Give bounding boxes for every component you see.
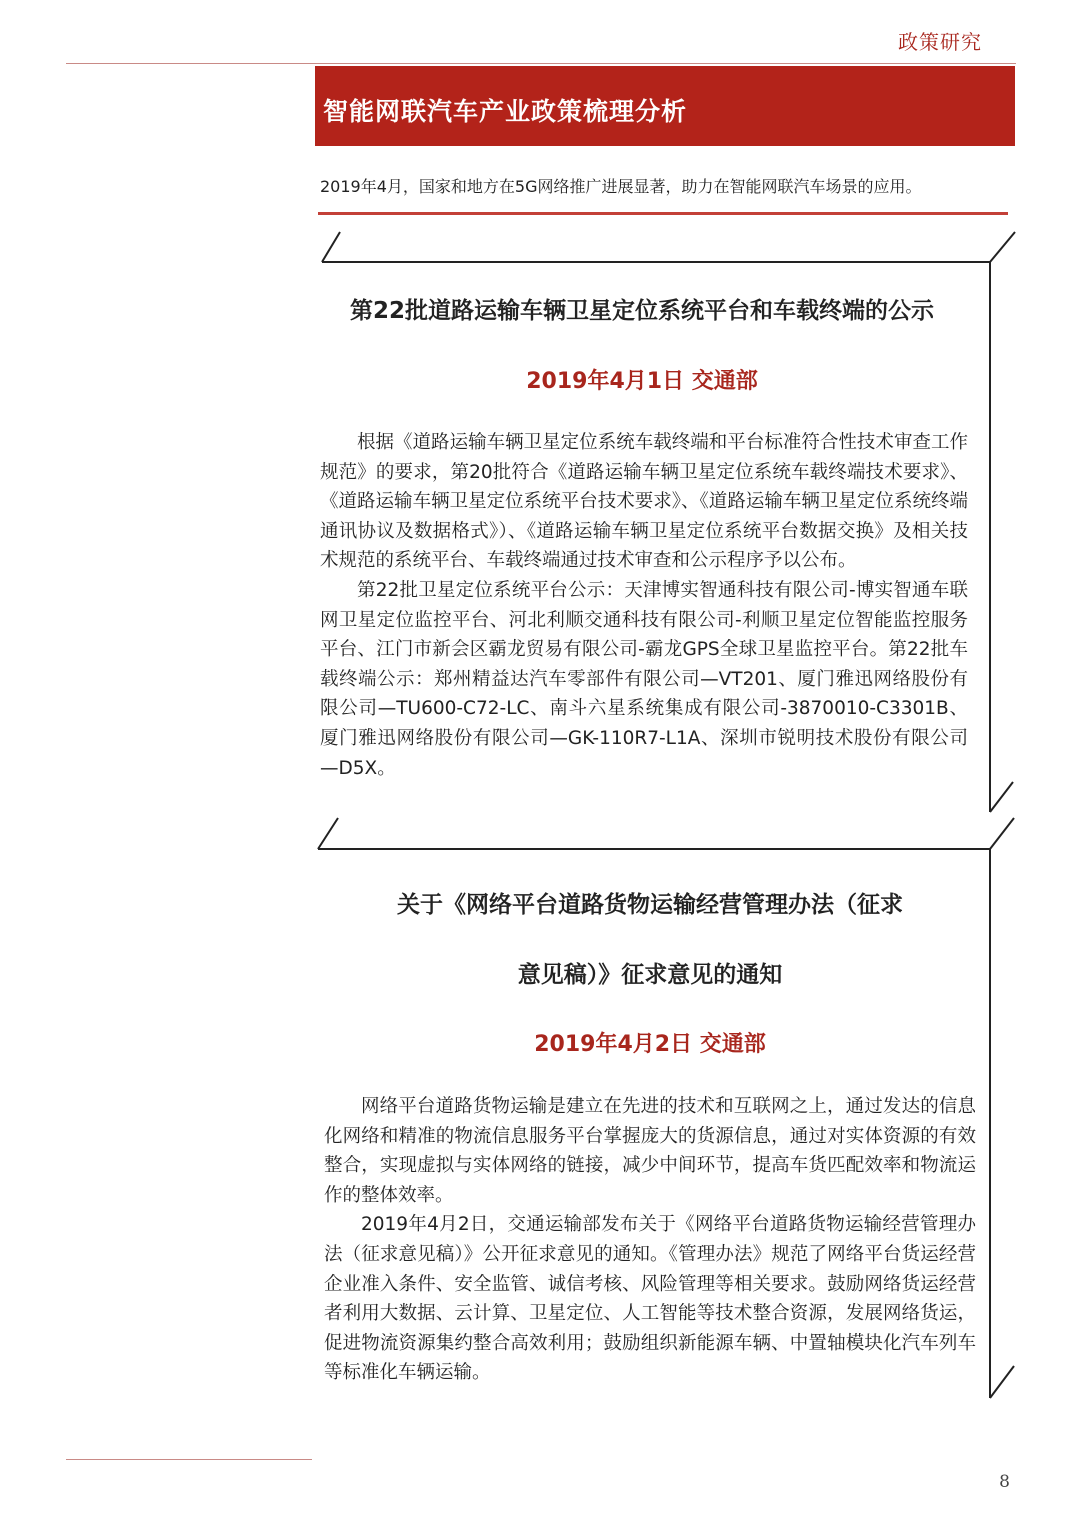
article-2-body: [324, 1092, 976, 1388]
article-1-paragraph: 根据《道路运输车辆卫星定位系统车载终端和平台标准符合性技术审查工作规范》的要求，第20批符合《道路运输车辆卫星定位系统车载终端技术要求》、《道路运输车辆卫星定位系统平台技术要求》、《道路运输车辆卫星定位系统终端通讯协议及数据格式》）、《道路运输车辆卫星定位系统平台数据交换》及相关技术规范的系统平台、车载终端通过技术审查和公示程序予以公布。: [320, 432, 968, 572]
article-1-title: 第22批道路运输车辆卫星定位系统平台和车载终端的公示: [349, 298, 934, 324]
article-2-title-line-2: 意见稿）》征求意见的通知: [517, 962, 783, 988]
page-number: 8: [999, 1472, 1010, 1492]
article-1-body: [320, 428, 968, 783]
article-2-paragraph: 2019年4月2日，交通运输部发布关于《网络平台道路货物运输经营管理办法（征求意见稿）》公开征求意见的通知。《管理办法》规范了网络平台货运经营企业准入条件、安全监管、诚信考核、风险管理等相关要求。鼓励网络货运经营者利用大数据、云计算、卫星定位、人工智能等技术整合资源，发展网络货运，促进物流资源集约整合高效利用；鼓励组织新能源车辆、中置轴模块化汽车列车等标准化车辆运输。: [324, 1214, 976, 1384]
frame-1-top-right-slash: [990, 232, 1015, 262]
frame-1-top-left-slash: [322, 232, 340, 262]
page-subtitle: 2019年4月，国家和地方在5G网络推广进展显著，助力在智能网联汽车场景的应用。: [320, 177, 922, 196]
frame-2-top-right-slash: [990, 818, 1014, 849]
section-label: 政策研究: [898, 30, 982, 54]
article-2-title-line-1: 关于《网络平台道路货物运输经营管理办法（征求: [397, 892, 903, 918]
frame-2-top-left-slash: [318, 818, 338, 849]
footer-divider: [66, 1459, 312, 1460]
article-2-date: 2019年4月2日 交通部: [534, 1032, 766, 1057]
article-1-date: 2019年4月1日 交通部: [526, 369, 758, 394]
page-title: 智能网联汽车产业政策梳理分析: [315, 66, 1015, 146]
frame-1-bottom-right-slash: [990, 782, 1013, 812]
article-2-paragraph: 网络平台道路货物运输是建立在先进的技术和互联网之上，通过发达的信息化网络和精准的物流信息服务平台掌握庞大的货源信息，通过对实体资源的有效整合，实现虚拟与实体网络的链接，减少中间环节，提高车货匹配效率和物流运作的整体效率。: [324, 1096, 976, 1206]
frame-2-bottom-right-slash: [990, 1366, 1014, 1398]
article-1-paragraph: 第22批卫星定位系统平台公示：天津博实智通科技有限公司-博实智通车联网卫星定位监控平台、河北利顺交通科技有限公司-利顺卫星定位智能监控服务平台、江门市新会区霸龙贸易有限公司-霸龙GPS全球卫星监控平台。第22批车载终端公示：郑州精益达汽车零部件有限公司—VT201、厦门雅迅网络股份有限公司—TU600-C72-LC、南斗六星系统集成有限公司-3870010-C3301B、厦门雅迅网络股份有限公司—GK-110R7-L1A、深圳市锐明技术股份有限公司—D5X。: [320, 579, 968, 779]
